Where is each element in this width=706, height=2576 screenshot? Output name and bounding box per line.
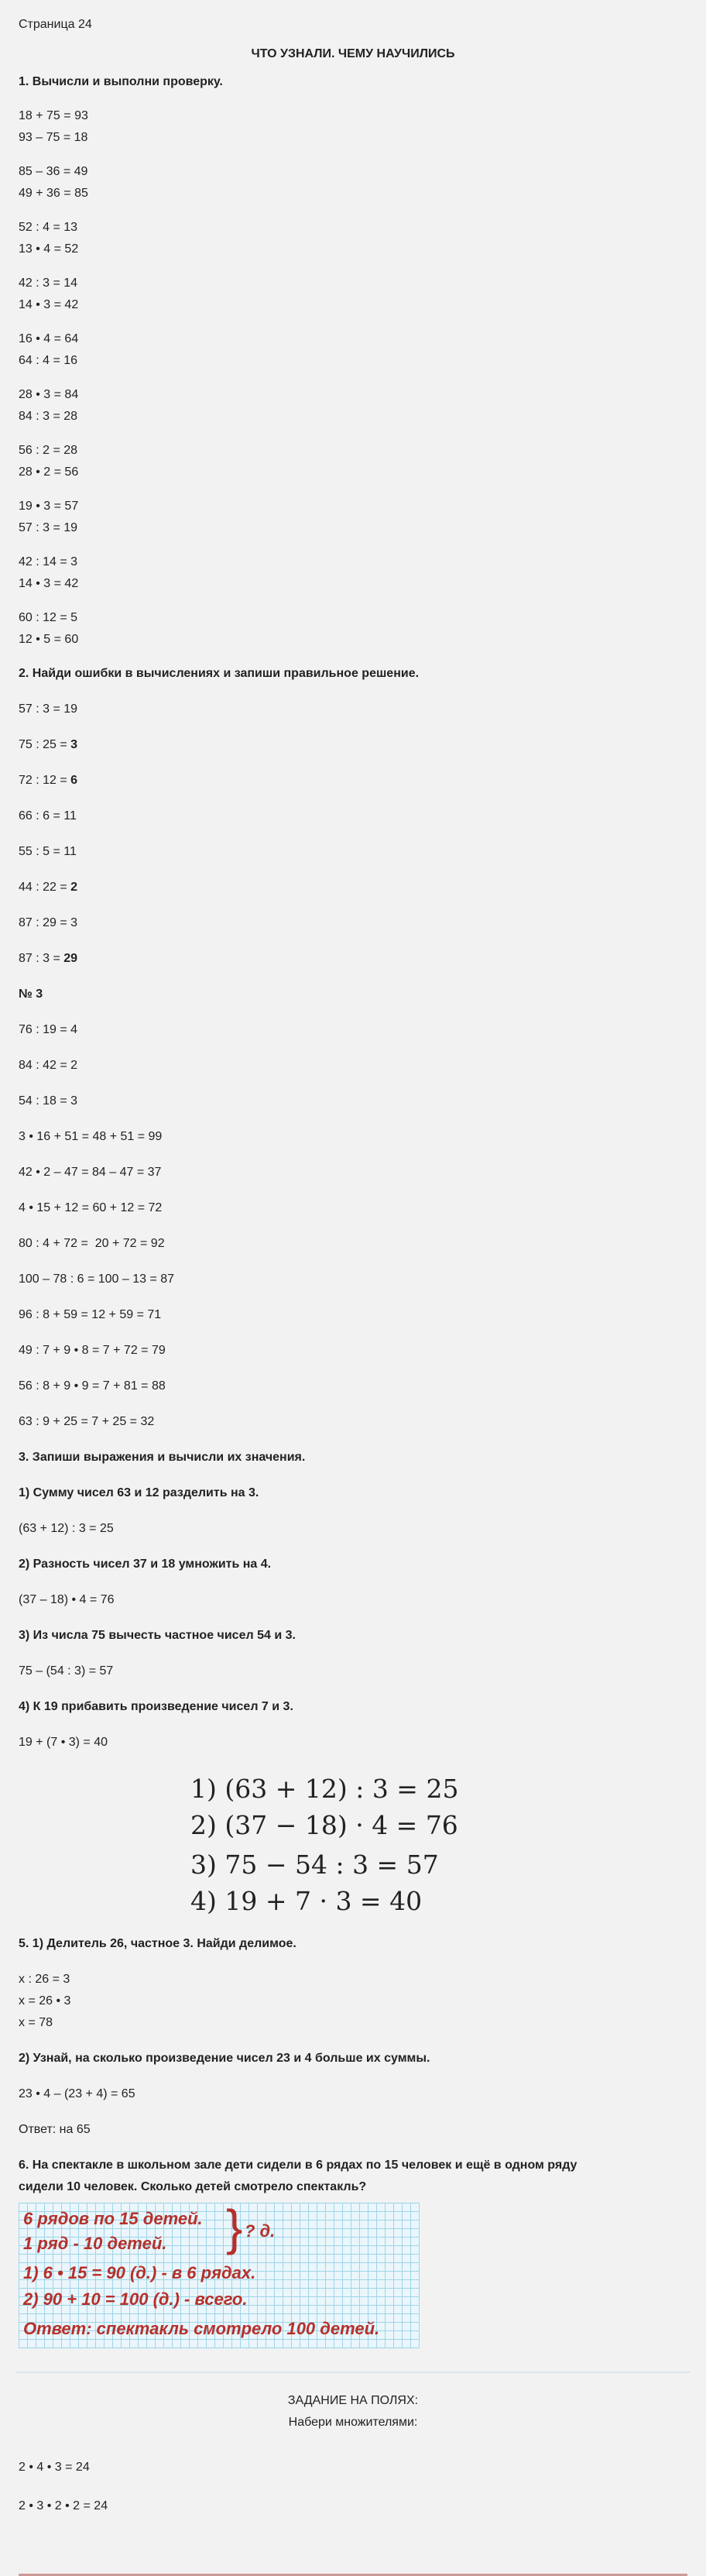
task1-pair [19, 607, 687, 651]
task1-pair [19, 161, 687, 204]
task5-heading: 5. 1) Делитель 26, частное 3. Найди делимое. [19, 1937, 296, 1950]
task3a-item: 76 : 19 = 4 [19, 1023, 78, 1036]
math-solutions-image [190, 1771, 516, 1919]
task3b-a2: (37 – 18) • 4 = 76 [19, 1593, 115, 1606]
math-line-1: 1) (63 + 12) : 3 = 25 [190, 1774, 459, 1804]
task3b-q1: 1) Сумму чисел 63 и 12 разделить на 3. [19, 1486, 259, 1499]
task2-expr: 75 : 25 = [19, 738, 71, 751]
task3b-q3: 3) Из числа 75 вычесть частное чисел 54 и 3. [19, 1629, 296, 1642]
check-equation: 12 • 5 = 60 [19, 633, 79, 646]
task2-corrected: 6 [70, 774, 78, 787]
task2-item [19, 877, 687, 898]
page-label: Страница 24 [19, 18, 92, 31]
check-equation: 13 • 4 = 52 [19, 242, 79, 256]
equation: 42 : 14 = 3 [19, 555, 78, 568]
task2-expr: 66 : 6 = 11 [19, 809, 77, 823]
task3a-item: 84 : 42 = 2 [19, 1059, 78, 1072]
task1-pair [19, 217, 687, 260]
task3b-q2: 2) Разность чисел 37 и 18 умножить на 4. [19, 1558, 272, 1571]
margins-title: ЗАДАНИЕ НА ПОЛЯХ: [287, 2394, 419, 2407]
equation: 85 – 36 = 49 [19, 165, 88, 178]
margins-item-2: 2 • 3 • 2 • 2 = 24 [19, 2499, 108, 2512]
hw-line-2: 1 ряд - 10 детей. [23, 2234, 167, 2253]
task3a-item: 49 : 7 + 9 • 8 = 7 + 72 = 79 [19, 1344, 166, 1357]
task3a-item: 3 • 16 + 51 = 48 + 51 = 99 [19, 1130, 163, 1143]
math-line-3: 3) 75 − 54 : 3 = 57 [190, 1850, 439, 1880]
task2-item [19, 770, 687, 792]
task2-item [19, 805, 687, 827]
task3a-item: 56 : 8 + 9 • 9 = 7 + 81 = 88 [19, 1379, 166, 1393]
equation: 28 • 3 = 84 [19, 388, 79, 401]
task3b-heading: 3. Запиши выражения и вычисли их значения. [19, 1451, 306, 1464]
task2-expr: 87 : 29 = 3 [19, 916, 78, 929]
task2-corrected: 3 [70, 738, 78, 751]
task3b-q4: 4) К 19 прибавить произведение чисел 7 и 3. [19, 1700, 293, 1713]
task6-heading-line2: сидели 10 человек. Сколько детей смотрело спектакль? [19, 2180, 367, 2193]
task3a-item: 42 • 2 – 47 = 84 – 47 = 37 [19, 1166, 162, 1179]
task1-pair [19, 496, 687, 539]
math-line-2: 2) (37 − 18) · 4 = 76 [190, 1810, 458, 1840]
hw-question: ? д. [245, 2221, 276, 2241]
equation: 19 • 3 = 57 [19, 500, 79, 513]
check-equation: 14 • 3 = 42 [19, 577, 79, 590]
task1-pair [19, 105, 687, 149]
task2-expr: 87 : 3 = [19, 952, 64, 965]
task2-heading: 2. Найди ошибки в вычислениях и запиши правильное решение. [19, 667, 420, 680]
hw-line-3: 1) 6 • 15 = 90 (д.) - в 6 рядах. [23, 2263, 256, 2282]
task2-item [19, 912, 687, 934]
check-equation: 64 : 4 = 16 [19, 354, 78, 367]
task2-list [19, 699, 687, 970]
task5-a2: 23 • 4 – (23 + 4) = 65 [19, 2087, 135, 2100]
task5-line-1: x : 26 = 3 [19, 1973, 70, 1986]
task3b-a1: (63 + 12) : 3 = 25 [19, 1522, 114, 1535]
task3a-item: 100 – 78 : 6 = 100 – 13 = 87 [19, 1273, 175, 1286]
check-equation: 28 • 2 = 56 [19, 465, 79, 479]
task2-expr: 44 : 22 = [19, 881, 71, 894]
divider [15, 2372, 691, 2373]
handwritten-solution [19, 2200, 420, 2348]
task3b-a4: 19 + (7 • 3) = 40 [19, 1736, 108, 1749]
task5-answer: Ответ: на 65 [19, 2123, 91, 2136]
equation: 42 : 3 = 14 [19, 276, 78, 290]
check-equation: 93 – 75 = 18 [19, 131, 88, 144]
margins-subtitle: Набери множителями: [288, 2416, 418, 2429]
task5-line-2: x = 26 • 3 [19, 1994, 71, 2008]
task5-line-3: x = 78 [19, 2016, 53, 2029]
task2-expr: 55 : 5 = 11 [19, 845, 77, 858]
equation: 60 : 12 = 5 [19, 611, 78, 624]
task1-pair [19, 328, 687, 372]
task3a-heading: № 3 [19, 987, 43, 1001]
page-title: ЧТО УЗНАЛИ. ЧЕМУ НАУЧИЛИСЬ [251, 47, 455, 60]
task2-expr: 72 : 12 = [19, 774, 71, 787]
task1-pair [19, 551, 687, 595]
hw-brace: } [226, 2200, 243, 2255]
task2-item [19, 734, 687, 756]
task3a-list [19, 1019, 687, 1433]
equation: 52 : 4 = 13 [19, 221, 78, 234]
task2-corrected: 2 [70, 881, 78, 894]
margins-item-1: 2 • 4 • 3 = 24 [19, 2461, 90, 2474]
check-equation: 84 : 3 = 28 [19, 410, 78, 423]
equation: 18 + 75 = 93 [19, 109, 88, 122]
hw-line-5: Ответ: спектакль смотрело 100 детей. [23, 2319, 380, 2338]
math-line-4: 4) 19 + 7 · 3 = 40 [190, 1886, 423, 1916]
task3a-item: 54 : 18 = 3 [19, 1094, 78, 1108]
hw-line-4: 2) 90 + 10 = 100 (д.) - всего. [23, 2289, 248, 2309]
task5-q2: 2) Узнай, на сколько произведение чисел 23 и 4 больше их суммы. [19, 2052, 430, 2065]
check-equation: 57 : 3 = 19 [19, 521, 78, 534]
task2-corrected: 29 [63, 952, 78, 965]
task1-pair [19, 440, 687, 483]
task3a-item: 4 • 15 + 12 = 60 + 12 = 72 [19, 1201, 163, 1214]
task2-item [19, 699, 687, 720]
hw-line-1: 6 рядов по 15 детей. [23, 2209, 203, 2228]
task2-expr: 57 : 3 = 19 [19, 702, 78, 716]
task2-item [19, 841, 687, 863]
task3a-item: 96 : 8 + 59 = 12 + 59 = 71 [19, 1308, 162, 1321]
task1-pair [19, 384, 687, 428]
task1-pair [19, 273, 687, 316]
check-equation: 49 + 36 = 85 [19, 187, 88, 200]
task3b-a3: 75 – (54 : 3) = 57 [19, 1664, 114, 1678]
check-equation: 14 • 3 = 42 [19, 298, 79, 311]
equation: 56 : 2 = 28 [19, 444, 78, 457]
task1-list [19, 105, 687, 651]
task1-heading: 1. Вычисли и выполни проверку. [19, 75, 223, 88]
task3a-item: 80 : 4 + 72 = 20 + 72 = 92 [19, 1237, 165, 1250]
equation: 16 • 4 = 64 [19, 332, 79, 345]
task2-item [19, 948, 687, 970]
task3a-item: 63 : 9 + 25 = 7 + 25 = 32 [19, 1415, 155, 1428]
task6-heading-line1: 6. На спектакле в школьном зале дети сидели в 6 рядах по 15 человек и ещё в одном ряду [19, 2159, 577, 2172]
